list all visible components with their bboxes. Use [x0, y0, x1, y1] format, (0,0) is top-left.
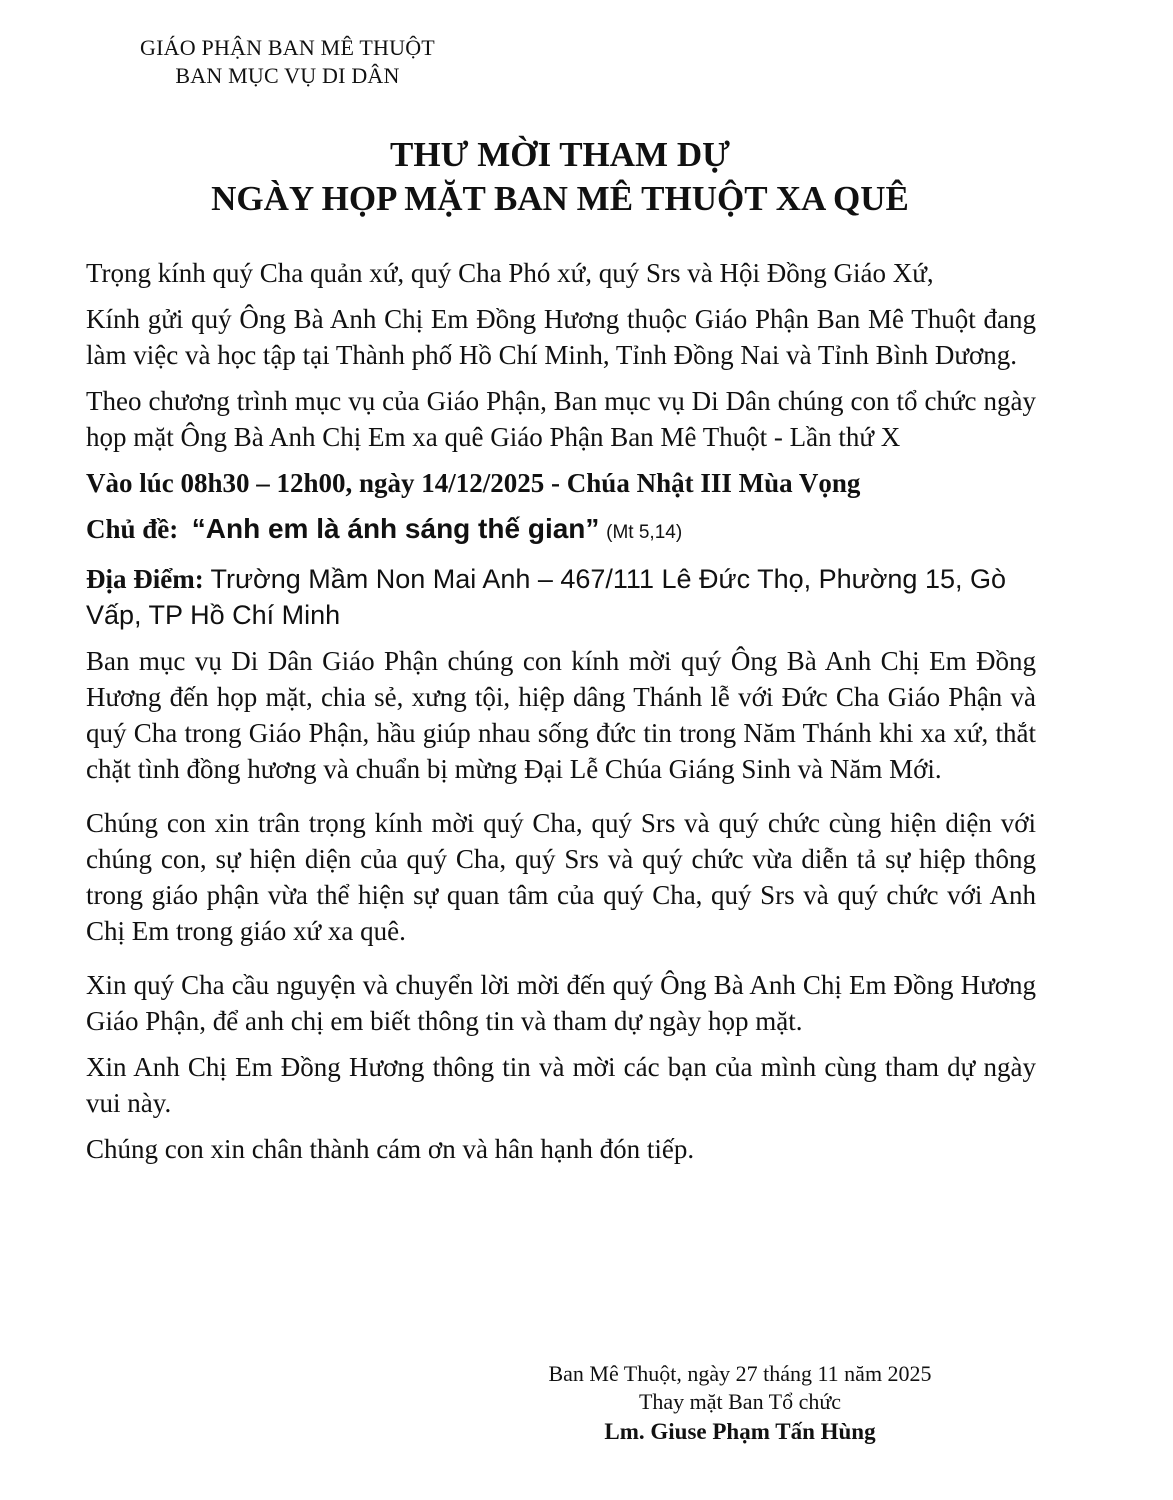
title-line-2: NGÀY HỌP MẶT BAN MÊ THUỘT XA QUÊ — [211, 179, 909, 218]
clergy-invitation-paragraph: Chúng con xin trân trọng kính mời quý Cha, quý Srs và quý chức cùng hiện diện với chúng con, sự hiện diện của quý Cha, quý Srs và quý chức vừa diễn tả sự hiệp thông trong giáo phận vừa thể hiện sự quan tâm của quý Cha, quý Srs và quý chức với Anh Chị Em trong giáo xứ xa quê. — [86, 808, 1036, 946]
title-line-1: THƯ MỜI THAM DỰ — [390, 135, 730, 174]
invitation-paragraph: Ban mục vụ Di Dân Giáo Phận chúng con kính mời quý Ông Bà Anh Chị Em Đồng Hương đến họp mặt, chia sẻ, xưng tội, hiệp dâng Thánh lễ với Đức Cha Giáo Phận và quý Cha trong Giáo Phận, hầu giúp nhau sống đức tin trong Năm Thánh khi xa xứ, thắt chặt tình đồng hương và chuẩn bị mừng Đại Lễ Chúa Giáng Sinh và Năm Mới. — [86, 646, 1036, 784]
theme-quote: “Anh em là ánh sáng thế gian” — [191, 513, 600, 544]
signature-block — [520, 1360, 960, 1446]
ministry-name: BAN MỤC VỤ DI DÂN — [175, 63, 400, 88]
letter-body — [86, 255, 1036, 1177]
theme-line — [86, 511, 1036, 551]
prayer-request-paragraph: Xin quý Cha cầu nguyện và chuyển lời mời đến quý Ông Bà Anh Chị Em Đồng Hương Giáo Phận, để anh chị em biết thông tin và tham dự ngày họp mặt. — [86, 970, 1036, 1036]
signer-name: Lm. Giuse Phạm Tấn Hùng — [604, 1419, 876, 1444]
location-value: Trường Mầm Non Mai Anh – 467/111 Lê Đức Thọ, Phường 15, Gò Vấp, TP Hồ Chí Minh — [86, 564, 1007, 630]
location-label: Địa Điểm: — [86, 564, 204, 594]
letter-title — [0, 133, 1120, 221]
salutation: Trọng kính quý Cha quản xứ, quý Cha Phó xứ, quý Srs và Hội Đồng Giáo Xứ, — [86, 258, 934, 288]
on-behalf-line: Thay mặt Ban Tổ chức — [638, 1389, 842, 1414]
diocese-name: GIÁO PHẬN BAN MÊ THUỘT — [140, 35, 435, 60]
intro-paragraph: Theo chương trình mục vụ của Giáo Phận, Ban mục vụ Di Dân chúng con tổ chức ngày họp mặt Ông Bà Anh Chị Em xa quê Giáo Phận Ban Mê Thuột - Lần thứ X — [86, 386, 1036, 452]
theme-reference: (Mt 5,14) — [606, 522, 683, 543]
location-line — [86, 561, 1036, 633]
theme-label: Chủ đề: — [86, 514, 179, 544]
event-time: Vào lúc 08h30 – 12h00, ngày 14/12/2025 - Chúa Nhật III Mùa Vọng — [86, 468, 861, 498]
organization-header — [60, 34, 515, 90]
place-date: Ban Mê Thuột, ngày 27 tháng 11 năm 2025 — [548, 1361, 932, 1386]
thanks-paragraph: Chúng con xin chân thành cám ơn và hân hạnh đón tiếp. — [86, 1134, 695, 1164]
share-request-paragraph: Xin Anh Chị Em Đồng Hương thông tin và mời các bạn của mình cùng tham dự ngày vui này. — [86, 1052, 1036, 1118]
greeting-paragraph: Kính gửi quý Ông Bà Anh Chị Em Đồng Hương thuộc Giáo Phận Ban Mê Thuột đang làm việc và học tập tại Thành phố Hồ Chí Minh, Tỉnh Đồng Nai và Tỉnh Bình Dương. — [86, 304, 1036, 370]
